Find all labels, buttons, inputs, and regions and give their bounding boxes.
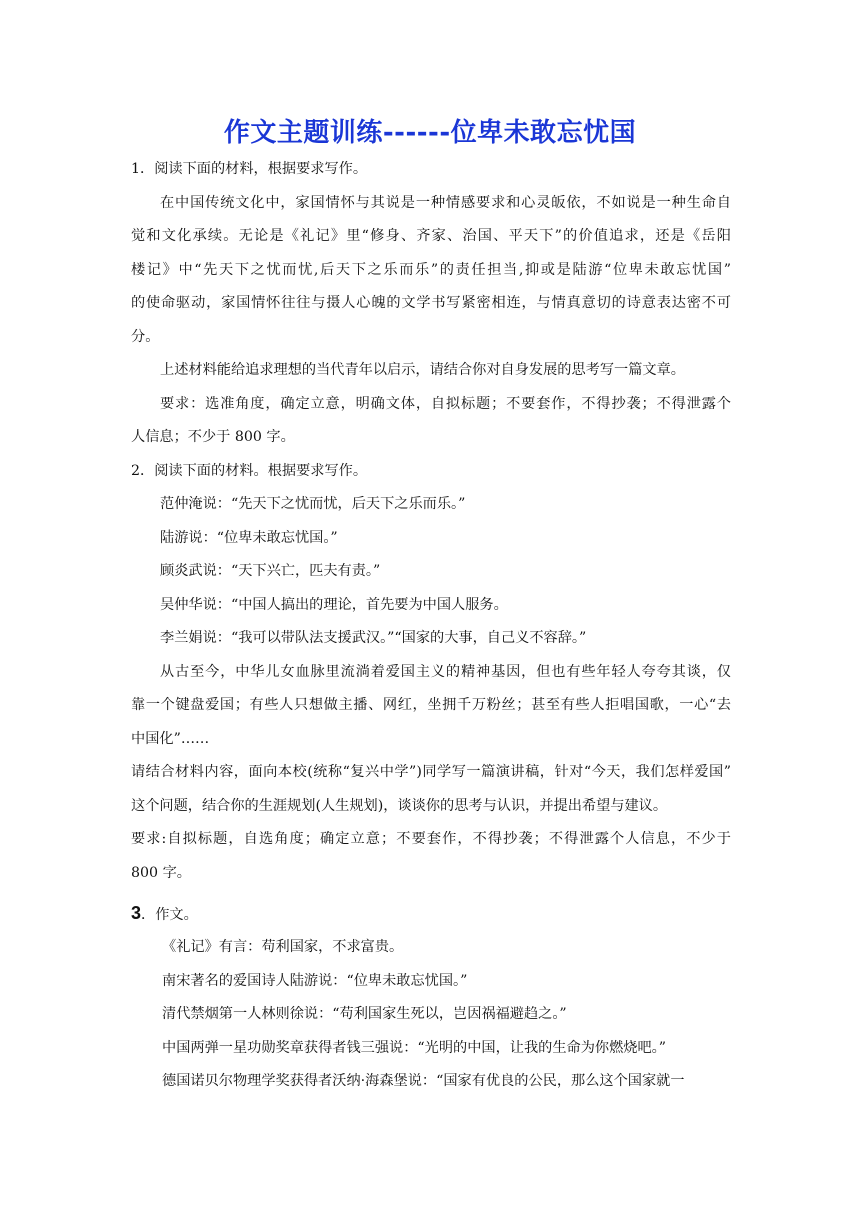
q3-heading bbox=[131, 893, 731, 933]
q2-task-line: 这个问题，结合你的生涯规划(人生规划)，谈谈你的思考与认识，并提出希望与建议。 bbox=[131, 797, 668, 814]
q2-quote: 顾炎武说：“天下兴亡，匹夫有责。” bbox=[160, 563, 381, 579]
q3-number: 3 bbox=[131, 903, 142, 923]
q2-task-line: 请结合材料内容，面向本校(统称“复兴中学”)同学写一篇演讲稿，针对“今天，我们怎样爱国” bbox=[131, 764, 731, 780]
q1-label: 1．阅读下面的材料，根据要求写作。 bbox=[131, 161, 368, 177]
q1-requirement-line: 人信息；不少于 800 字。 bbox=[131, 429, 295, 445]
q1-para1-line: 的使命驱动，家国情怀往往与摄人心魄的文学书写紧密相连，与情真意切的诗意表达密不可 bbox=[131, 295, 731, 311]
q3-quote: 南宋著名的爱国诗人陆游说：“位卑未敢忘忧国。” bbox=[162, 972, 468, 989]
q2-para-line: 从古至今，中华儿女血脉里流淌着爱国主义的精神基因，但也有些年轻人夸夸其谈，仅 bbox=[160, 663, 731, 680]
q1-para1-line: 觉和文化承续。无论是《礼记》里“修身、齐家、治国、平天下”的价值追求，还是《岳阳 bbox=[131, 228, 731, 244]
q2-para-line: 靠一个键盘爱国；有些人只想做主播、网红，坐拥千万粉丝；甚至有些人拒唱国歌，一心“去 bbox=[131, 697, 731, 713]
q2-quote: 李兰娟说：“我可以带队法支援武汉。”“国家的大事，自己义不容辞。” bbox=[160, 630, 587, 646]
q1-para2: 上述材料能给追求理想的当代青年以启示，请结合你对自身发展的思考写一篇文章。 bbox=[160, 362, 685, 378]
q1-para1-line: 在中国传统文化中，家国情怀与其说是一种情感要求和心灵皈依，不如说是一种生命自 bbox=[160, 194, 731, 211]
q1-requirement-line: 要求：选准角度，确定立意，明确文体，自拟标题；不要套作，不得抄袭；不得泄露个 bbox=[160, 395, 731, 412]
q3-label: ．作文。 bbox=[141, 907, 198, 923]
document-body bbox=[131, 156, 731, 1101]
q3-quote: 清代禁烟第一人林则徐说：“苟利国家生死以，岂因祸福避趋之。” bbox=[162, 1006, 567, 1022]
q2-requirement-line: 要求:自拟标题，自选角度；确定立意；不要套作，不得抄袭；不得泄露个人信息，不少于 bbox=[131, 831, 731, 847]
q2-quote: 陆游说：“位卑未敢忘忧国。” bbox=[160, 529, 338, 546]
page-title: 作文主题训练------位卑未敢忘忧国 bbox=[223, 118, 637, 148]
q3-quote: 中国两弹一星功勋奖章获得者钱三强说：“光明的中国，让我的生命为你燃烧吧。” bbox=[162, 1039, 666, 1056]
q2-quote: 吴仲华说：“中国人搞出的理论，首先要为中国人服务。 bbox=[160, 596, 508, 613]
q3-quote: 《礼记》有言：苟利国家，不求富贵。 bbox=[162, 939, 404, 955]
q3-quote: 德国诺贝尔物理学奖获得者沃纳·海森堡说：“国家有优良的公民，那么这个国家就一 bbox=[162, 1073, 685, 1089]
q2-quote: 范仲淹说：“先天下之忧而忧，后天下之乐而乐。” bbox=[160, 496, 466, 512]
q2-para-line: 中国化”…… bbox=[131, 730, 210, 747]
q1-para1-line: 楼记》中“先天下之忧而忧,后天下之乐而乐”的责任担当,抑或是陆游“位卑未敢忘忧国” bbox=[131, 261, 731, 278]
q2-label: 2．阅读下面的材料。根据要求写作。 bbox=[131, 462, 368, 479]
q1-para1-line: 分。 bbox=[131, 328, 160, 345]
q2-requirement-line: 800 字。 bbox=[131, 864, 191, 881]
